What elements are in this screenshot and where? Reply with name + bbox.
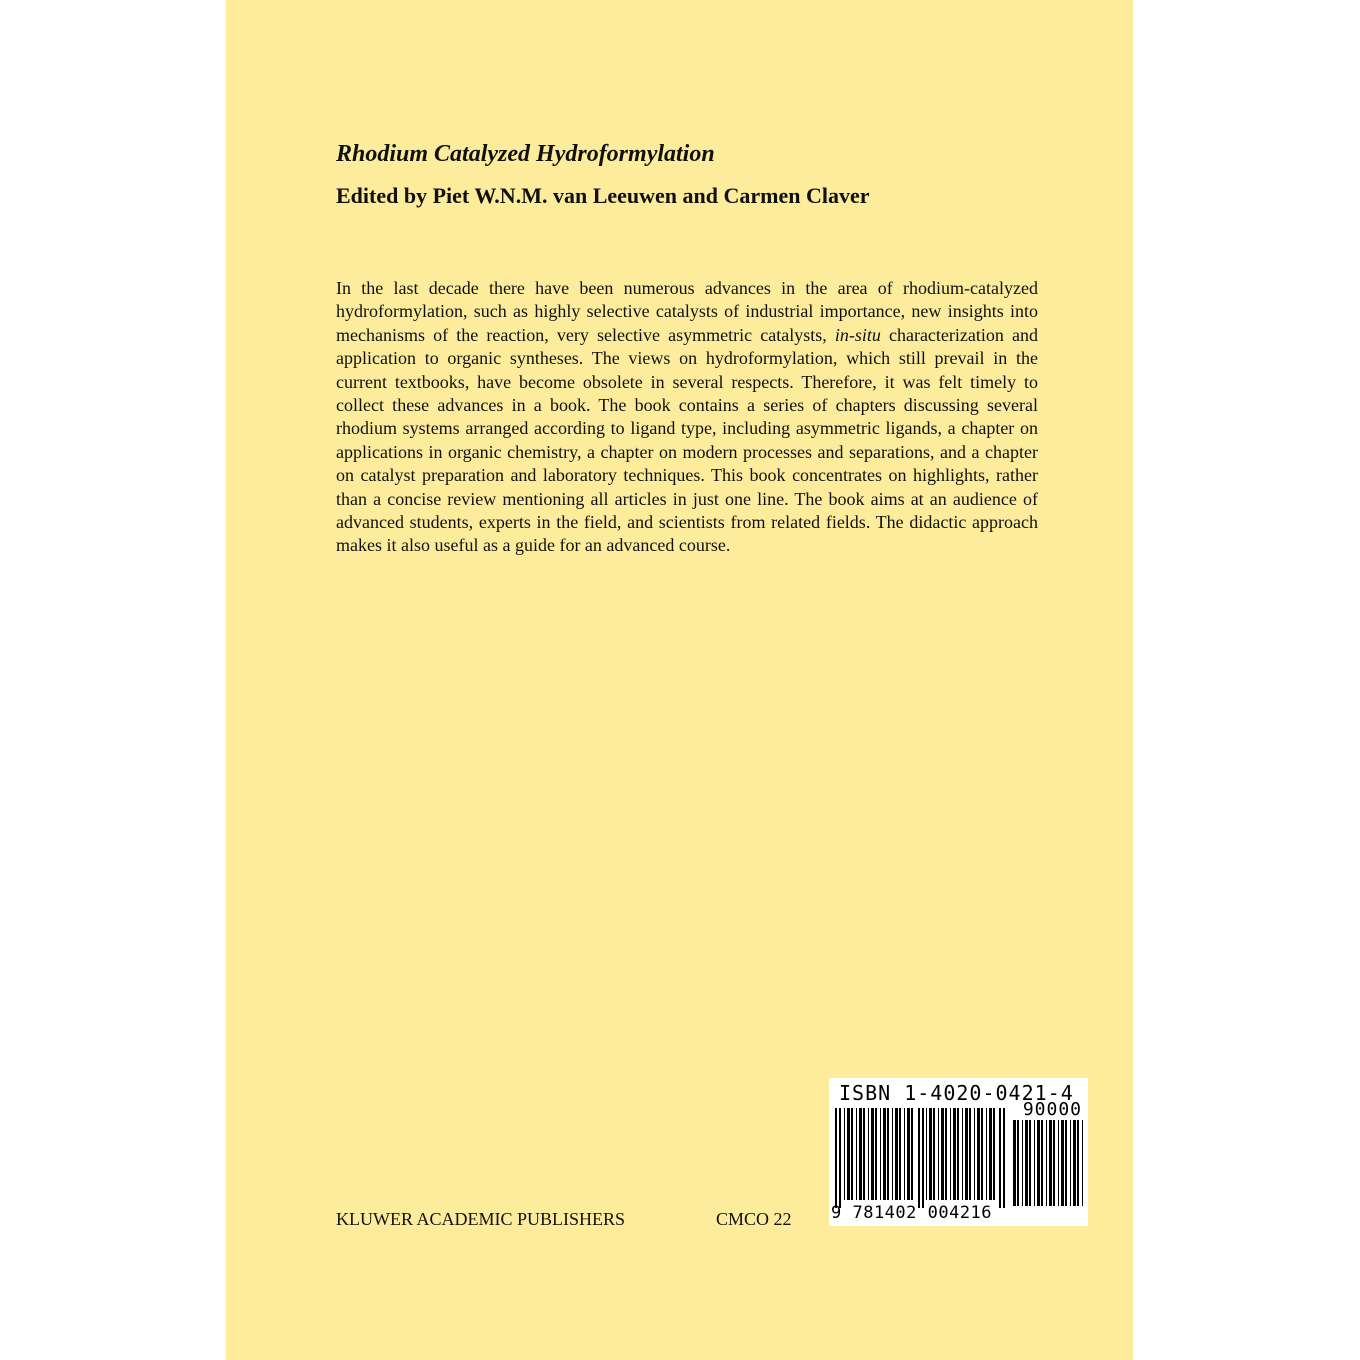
book-description bbox=[336, 277, 1038, 558]
publisher-name: KLUWER ACADEMIC PUBLISHERS bbox=[336, 1209, 626, 1229]
price-addon-number: 90000 bbox=[1022, 1099, 1082, 1120]
description-text-part-1: In the last decade there have been numerous advances in the area of rhodium-catalyzed hydroformylation, such as highly selective catalysts of industrial importance, new insights into mechanisms of the reaction, very selective asymmetric catalysts, bbox=[336, 278, 1038, 345]
series-code: CMCO 22 bbox=[716, 1209, 792, 1229]
isbn-barcode bbox=[829, 1078, 1088, 1226]
book-editors: Edited by Piet W.N.M. van Leeuwen and Carmen Claver bbox=[336, 183, 870, 208]
isbn-number: ISBN 1-4020-0421-4 bbox=[839, 1081, 1074, 1105]
book-title: Rhodium Catalyzed Hydroformylation bbox=[336, 141, 715, 167]
ean-number: 9 781402 004216 bbox=[831, 1203, 993, 1223]
description-text-part-2: characterization and application to organic syntheses. The views on hydroformylation, which still prevail in the current textbooks, have become obsolete in several respects. Therefore, it was felt timely to collect these advances in a book. The book contains a series of chapters discussing several rhodium systems arranged according to ligand type, including asymmetric ligands, a chapter on applications in organic chemistry, a chapter on modern processes and separations, and a chapter on catalyst preparation and laboratory techniques. This book concentrates on highlights, rather than a concise review mentioning all articles in just one line. The book aims at an audience of advanced students, experts in the field, and scientists from related fields. The didactic approach makes it also useful as a guide for an advanced course. bbox=[336, 324, 1038, 556]
description-italic-term: in-situ bbox=[834, 324, 881, 345]
